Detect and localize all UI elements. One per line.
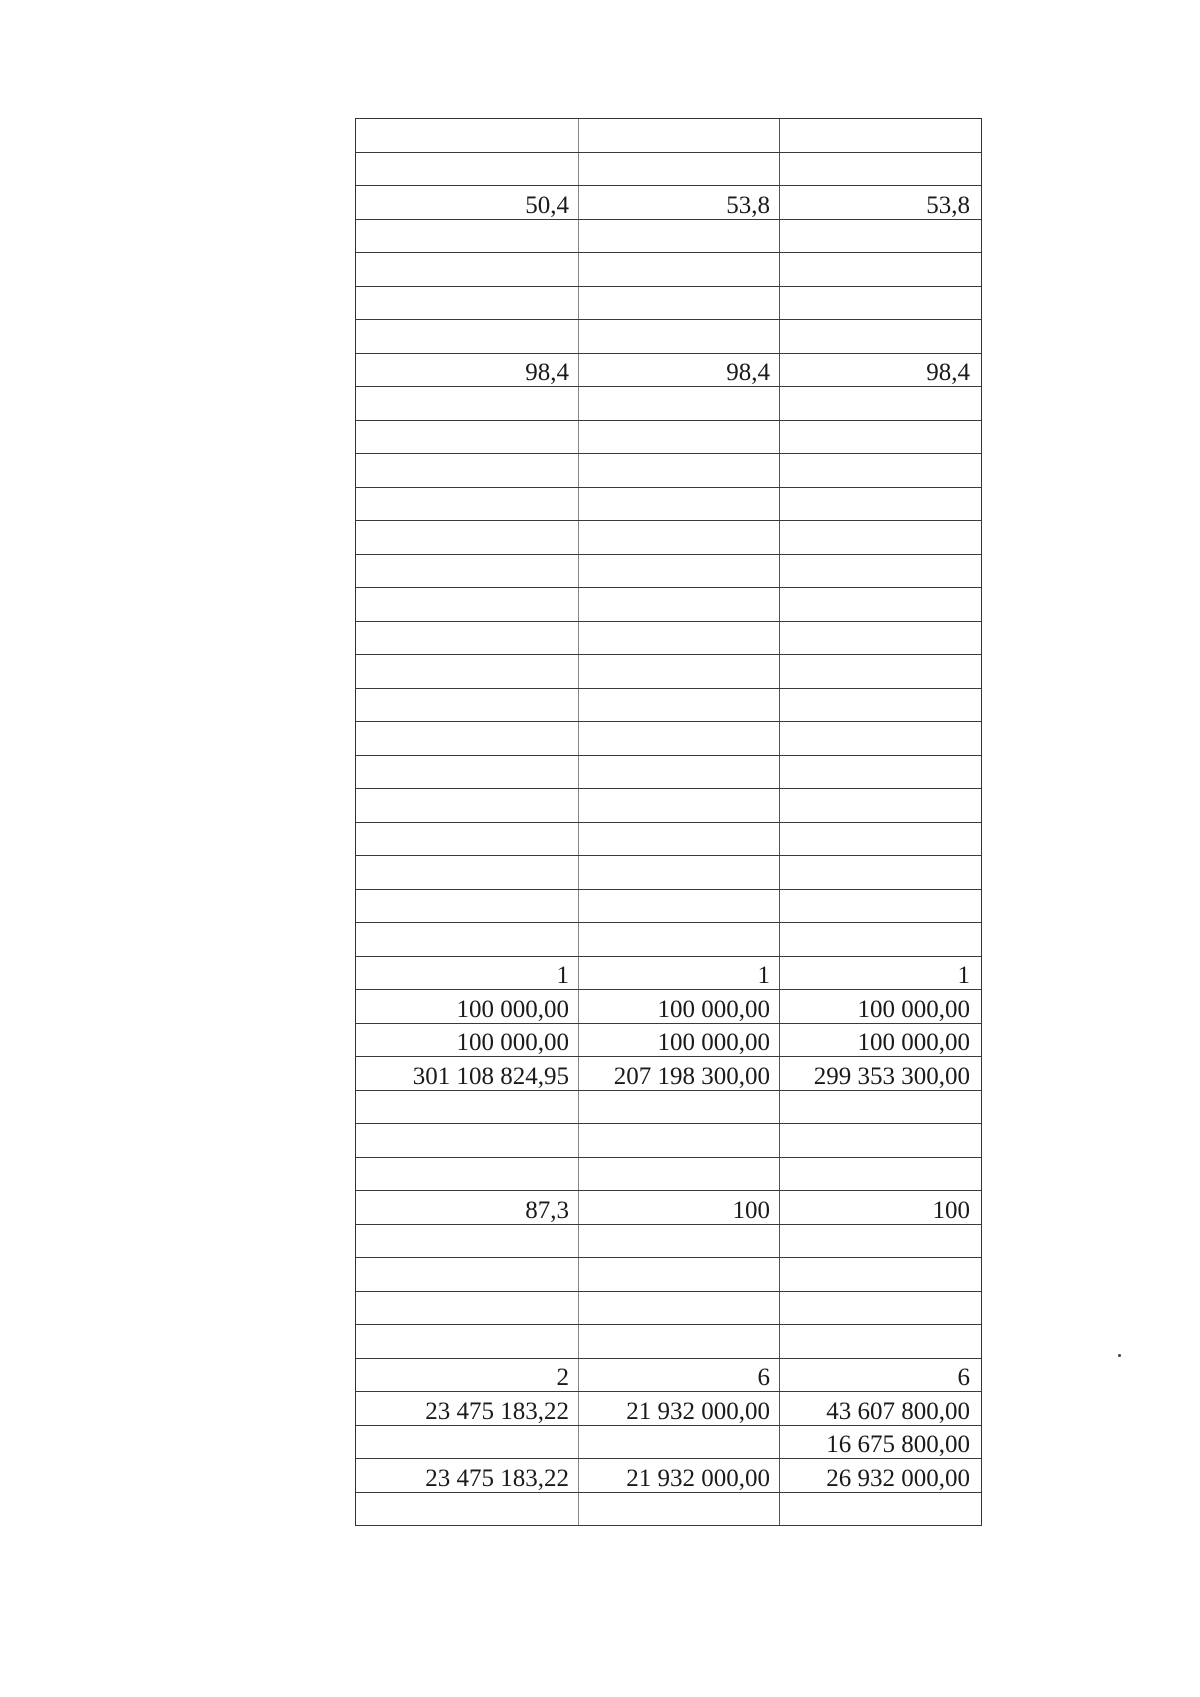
table-cell-col-3 <box>780 689 979 722</box>
table-row <box>356 588 981 622</box>
table-cell-col-2: 100 <box>579 1191 780 1224</box>
table-cell-col-1 <box>356 421 579 454</box>
table-cell-col-1 <box>356 1158 579 1191</box>
table-row <box>356 1124 981 1158</box>
table-cell-col-3 <box>780 119 979 152</box>
table-cell-col-2 <box>579 1325 780 1358</box>
table-cell-col-3 <box>780 1325 979 1358</box>
table-row <box>356 220 981 254</box>
scan-speck <box>1118 1354 1121 1357</box>
table-cell-col-2 <box>579 756 780 789</box>
table-cell-col-3 <box>780 488 979 521</box>
table-cell-col-2: 100 000,00 <box>579 990 780 1023</box>
table-cell-col-3 <box>780 890 979 923</box>
table-cell-col-2 <box>579 555 780 588</box>
table-cell-col-3: 100 <box>932 1196 970 1224</box>
table-cell-col-2: 21 932 000,00 <box>579 1459 780 1492</box>
table-cell-col-2 <box>579 1091 780 1124</box>
table-cell-col-3 <box>780 1493 979 1526</box>
table-cell-col-3 <box>780 789 979 822</box>
table-row <box>356 957 981 991</box>
table-row <box>356 823 981 857</box>
table-cell-col-1 <box>356 220 579 253</box>
table-row <box>356 287 981 321</box>
table-cell-col-3 <box>780 287 979 320</box>
table-cell-col-2 <box>579 923 780 956</box>
table-cell-col-2 <box>579 521 780 554</box>
table-cell-col-3 <box>780 153 979 186</box>
table-cell-col-3: 43 607 800,00 <box>826 1397 970 1425</box>
table-cell-col-1 <box>356 622 579 655</box>
table-row <box>356 1493 981 1527</box>
table-cell-col-1 <box>356 1091 579 1124</box>
table-row <box>356 990 981 1024</box>
table-row <box>356 555 981 589</box>
table-cell-col-2: 21 932 000,00 <box>579 1392 780 1425</box>
table-cell-col-1 <box>356 1493 579 1526</box>
table-cell-col-3 <box>780 1225 979 1258</box>
table-cell-col-2: 6 <box>579 1359 780 1392</box>
table-cell-col-1 <box>356 320 579 353</box>
table-row <box>356 1325 981 1359</box>
table-cell-col-2 <box>579 387 780 420</box>
table-row <box>356 856 981 890</box>
table-row <box>356 1057 981 1091</box>
table-cell-col-2 <box>579 655 780 688</box>
table-row <box>356 1191 981 1225</box>
table-cell-col-1 <box>356 153 579 186</box>
table-cell-col-3 <box>780 421 979 454</box>
table-cell-col-2: 100 000,00 <box>579 1024 780 1057</box>
table-cell-col-2 <box>579 856 780 889</box>
table-cell-col-1: 23 475 183,22 <box>356 1459 579 1492</box>
table-cell-col-2 <box>579 1292 780 1325</box>
table-row <box>356 722 981 756</box>
table-cell-col-2 <box>579 1258 780 1291</box>
table-cell-col-3 <box>780 1292 979 1325</box>
table-cell-col-3: 16 675 800,00 <box>826 1431 970 1458</box>
table-row <box>356 454 981 488</box>
table-cell-col-2 <box>579 1158 780 1191</box>
table-cell-col-3 <box>780 387 979 420</box>
table-row <box>356 1091 981 1125</box>
table-cell-col-1 <box>356 923 579 956</box>
table-cell-col-3: 100 000,00 <box>857 1029 970 1056</box>
table-cell-col-1: 98,4 <box>356 354 579 387</box>
table-cell-col-2 <box>579 890 780 923</box>
table-row <box>356 186 981 220</box>
table-cell-col-2 <box>579 1426 780 1459</box>
table-cell-col-1 <box>356 521 579 554</box>
table-cell-col-2 <box>579 253 780 286</box>
table-cell-col-2 <box>579 622 780 655</box>
table-row <box>356 1225 981 1259</box>
table-cell-col-3: 100 000,00 <box>857 995 970 1023</box>
table-row <box>356 1024 981 1058</box>
table-cell-col-1 <box>356 722 579 755</box>
table-cell-col-3 <box>780 856 979 889</box>
table-cell-col-1 <box>356 387 579 420</box>
table-cell-col-3 <box>780 756 979 789</box>
table-row <box>356 622 981 656</box>
table-row <box>356 1158 981 1192</box>
table-cell-col-2 <box>579 789 780 822</box>
data-table <box>355 118 982 1526</box>
table-cell-col-1: 50,4 <box>356 186 579 219</box>
table-cell-col-1 <box>356 1325 579 1358</box>
table-cell-col-3: 1 <box>957 962 970 989</box>
table-row <box>356 387 981 421</box>
table-cell-col-2 <box>579 220 780 253</box>
table-cell-col-2 <box>579 454 780 487</box>
table-cell-col-1 <box>356 823 579 856</box>
table-row <box>356 890 981 924</box>
table-cell-col-3: 98,4 <box>926 359 970 386</box>
table-cell-col-2 <box>579 153 780 186</box>
table-cell-col-3: 26 932 000,00 <box>826 1464 970 1492</box>
table-row <box>356 1459 981 1493</box>
table-cell-col-1 <box>356 1292 579 1325</box>
table-cell-col-2 <box>579 1493 780 1526</box>
table-cell-col-2 <box>579 689 780 722</box>
table-cell-col-3 <box>780 1258 979 1291</box>
table-row <box>356 320 981 354</box>
table-row <box>356 789 981 823</box>
table-cell-col-1: 100 000,00 <box>356 990 579 1023</box>
table-row <box>356 421 981 455</box>
table-cell-col-3 <box>780 823 979 856</box>
table-cell-col-3: 53,8 <box>926 191 970 219</box>
table-cell-col-1: 1 <box>356 957 579 990</box>
table-cell-col-1 <box>356 253 579 286</box>
table-row <box>356 521 981 555</box>
table-row <box>356 1392 981 1426</box>
table-cell-col-2 <box>579 722 780 755</box>
table-row <box>356 655 981 689</box>
table-cell-col-2 <box>579 421 780 454</box>
table-row <box>356 689 981 723</box>
table-row <box>356 1258 981 1292</box>
table-cell-col-1: 87,3 <box>356 1191 579 1224</box>
table-cell-col-1: 23 475 183,22 <box>356 1392 579 1425</box>
table-cell-col-1 <box>356 890 579 923</box>
table-cell-col-1: 301 108 824,95 <box>356 1057 579 1090</box>
table-cell-col-3 <box>780 220 979 253</box>
table-cell-col-2 <box>579 320 780 353</box>
table-row <box>356 1292 981 1326</box>
table-cell-col-1 <box>356 488 579 521</box>
table-cell-col-2 <box>579 119 780 152</box>
table-cell-col-3 <box>780 1158 979 1191</box>
table-cell-col-2 <box>579 488 780 521</box>
table-cell-col-3 <box>780 923 979 956</box>
table-cell-col-3: 6 <box>957 1364 970 1391</box>
table-cell-col-3 <box>780 253 979 286</box>
table-row <box>356 354 981 388</box>
table-cell-col-2 <box>579 1225 780 1258</box>
table-cell-col-2: 1 <box>579 957 780 990</box>
table-cell-col-1 <box>356 789 579 822</box>
table-row <box>356 488 981 522</box>
table-cell-col-3 <box>780 722 979 755</box>
table-cell-col-1 <box>356 555 579 588</box>
table-cell-col-3 <box>780 655 979 688</box>
table-cell-col-1 <box>356 287 579 320</box>
table-cell-col-1 <box>356 588 579 621</box>
table-cell-col-1 <box>356 1124 579 1157</box>
table-cell-col-1 <box>356 856 579 889</box>
table-cell-col-1 <box>356 756 579 789</box>
table-cell-col-3 <box>780 622 979 655</box>
table-row <box>356 923 981 957</box>
table-row <box>356 1426 981 1460</box>
table-cell-col-2: 207 198 300,00 <box>579 1057 780 1090</box>
table-cell-col-2 <box>579 287 780 320</box>
table-row <box>356 1359 981 1393</box>
table-cell-col-3 <box>780 1091 979 1124</box>
table-cell-col-3 <box>780 1124 979 1157</box>
table-cell-col-1 <box>356 689 579 722</box>
table-cell-col-1 <box>356 454 579 487</box>
table-cell-col-1: 100 000,00 <box>356 1024 579 1057</box>
table-cell-col-3 <box>780 588 979 621</box>
table-row <box>356 756 981 790</box>
table-cell-col-2 <box>579 1124 780 1157</box>
table-cell-col-3 <box>780 521 979 554</box>
table-cell-col-1 <box>356 1426 579 1459</box>
table-cell-col-1 <box>356 1225 579 1258</box>
table-row <box>356 119 981 153</box>
table-row <box>356 153 981 187</box>
table-cell-col-2: 53,8 <box>579 186 780 219</box>
table-cell-col-3 <box>780 320 979 353</box>
table-cell-col-3: 299 353 300,00 <box>813 1062 970 1090</box>
table-cell-col-1 <box>356 119 579 152</box>
table-cell-col-1 <box>356 1258 579 1291</box>
table-cell-col-2 <box>579 588 780 621</box>
table-row <box>356 253 981 287</box>
table-cell-col-1: 2 <box>356 1359 579 1392</box>
table-cell-col-3 <box>780 454 979 487</box>
table-cell-col-1 <box>356 655 579 688</box>
table-cell-col-2 <box>579 823 780 856</box>
table-cell-col-2: 98,4 <box>579 354 780 387</box>
table-cell-col-3 <box>780 555 979 588</box>
